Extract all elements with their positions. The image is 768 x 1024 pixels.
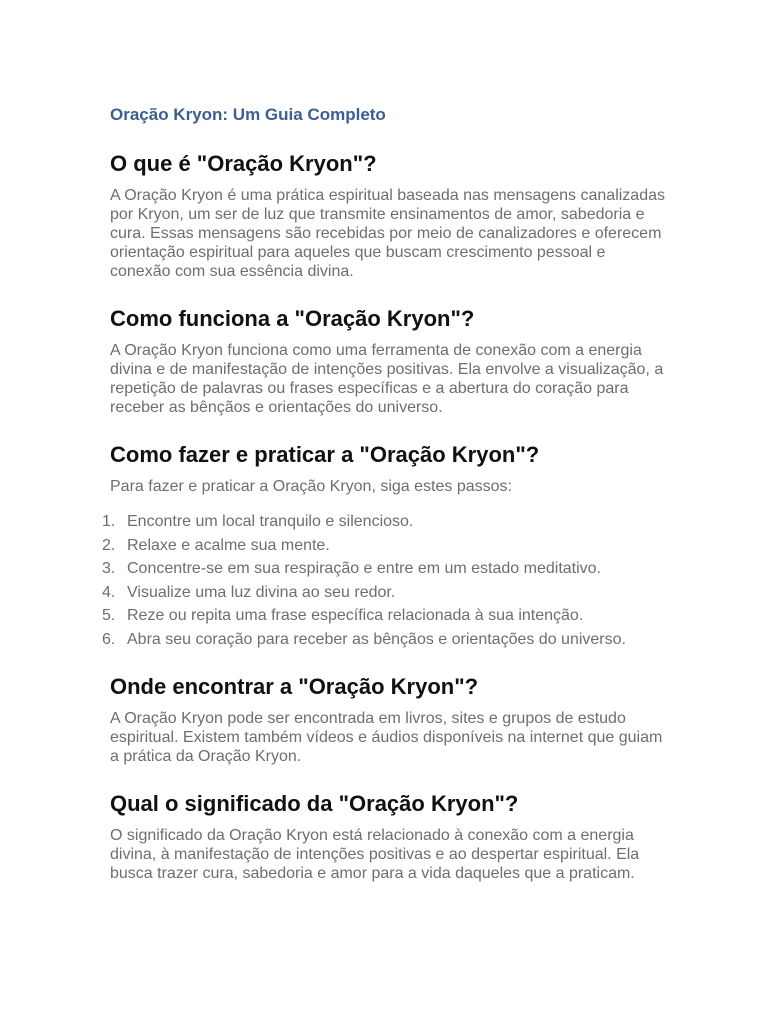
section-meaning <box>110 790 670 883</box>
step-text: Visualize uma luz divina ao seu redor. <box>127 583 396 601</box>
section-what-is <box>110 150 670 281</box>
list-item <box>102 583 670 602</box>
step-number: 6. <box>102 630 116 648</box>
document-page <box>102 104 670 907</box>
section-heading: Como funciona a "Oração Kryon"? <box>110 306 475 331</box>
section-heading: O que é "Oração Kryon"? <box>110 151 377 176</box>
step-number: 2. <box>102 536 116 554</box>
step-text: Concentre-se em sua respiração e entre em um estado meditativo. <box>127 560 602 577</box>
steps-list <box>102 512 670 649</box>
list-item <box>102 559 670 578</box>
step-number: 3. <box>102 560 116 577</box>
list-item <box>102 512 670 531</box>
section-how-to-practice <box>102 441 670 649</box>
step-text: Relaxe e acalme sua mente. <box>127 536 330 554</box>
section-where-to-find <box>110 673 670 766</box>
section-body: A Oração Kryon é uma prática espiritual baseada nas mensagens canalizadas por Kryon, um ser de luz que transmite ensinamentos de amor, sabedoria e cura. Essas mensagens são recebidas por meio de canalizadores e oferecem orientação espiritual para aqueles que buscam crescimento pessoal e conexão com sua essência divina. <box>110 187 665 280</box>
section-body: A Oração Kryon pode ser encontrada em livros, sites e grupos de estudo espiritual. Existem também vídeos e áudios disponíveis na internet que guiam a prática da Oração Kryon. <box>110 709 663 765</box>
section-heading: Como fazer e praticar a "Oração Kryon"? <box>110 442 540 467</box>
section-body: Para fazer e praticar a Oração Kryon, siga estes passos: <box>110 478 512 495</box>
step-text: Encontre um local tranquilo e silencioso. <box>127 513 414 530</box>
list-item <box>102 606 670 625</box>
step-number: 4. <box>102 583 116 601</box>
step-text: Reze ou repita uma frase específica relacionada à sua intenção. <box>127 607 584 624</box>
section-heading: Onde encontrar a "Oração Kryon"? <box>110 673 479 699</box>
section-body: A Oração Kryon funciona como uma ferramenta de conexão com a energia divina e de manifestação de intenções positivas. Ela envolve a visualização, a repetição de palavras ou frases específicas e a abertura do coração para receber as bênçãos e orientações do universo. <box>110 342 664 416</box>
section-how-it-works <box>110 305 670 417</box>
list-item <box>102 630 670 649</box>
step-number: 5. <box>102 607 116 624</box>
section-body: O significado da Oração Kryon está relacionado à conexão com a energia divina, à manifestação de intenções positivas e ao despertar espiritual. Ela busca trazer cura, sabedoria e amor para a vida daqueles que a praticam. <box>110 826 640 882</box>
step-text: Abra seu coração para receber as bênçãos e orientações do universo. <box>127 630 626 648</box>
section-heading: Qual o significado da "Oração Kryon"? <box>110 790 519 816</box>
step-number: 1. <box>102 513 116 530</box>
document-title: Oração Kryon: Um Guia Completo <box>110 105 386 124</box>
list-item <box>102 536 670 555</box>
